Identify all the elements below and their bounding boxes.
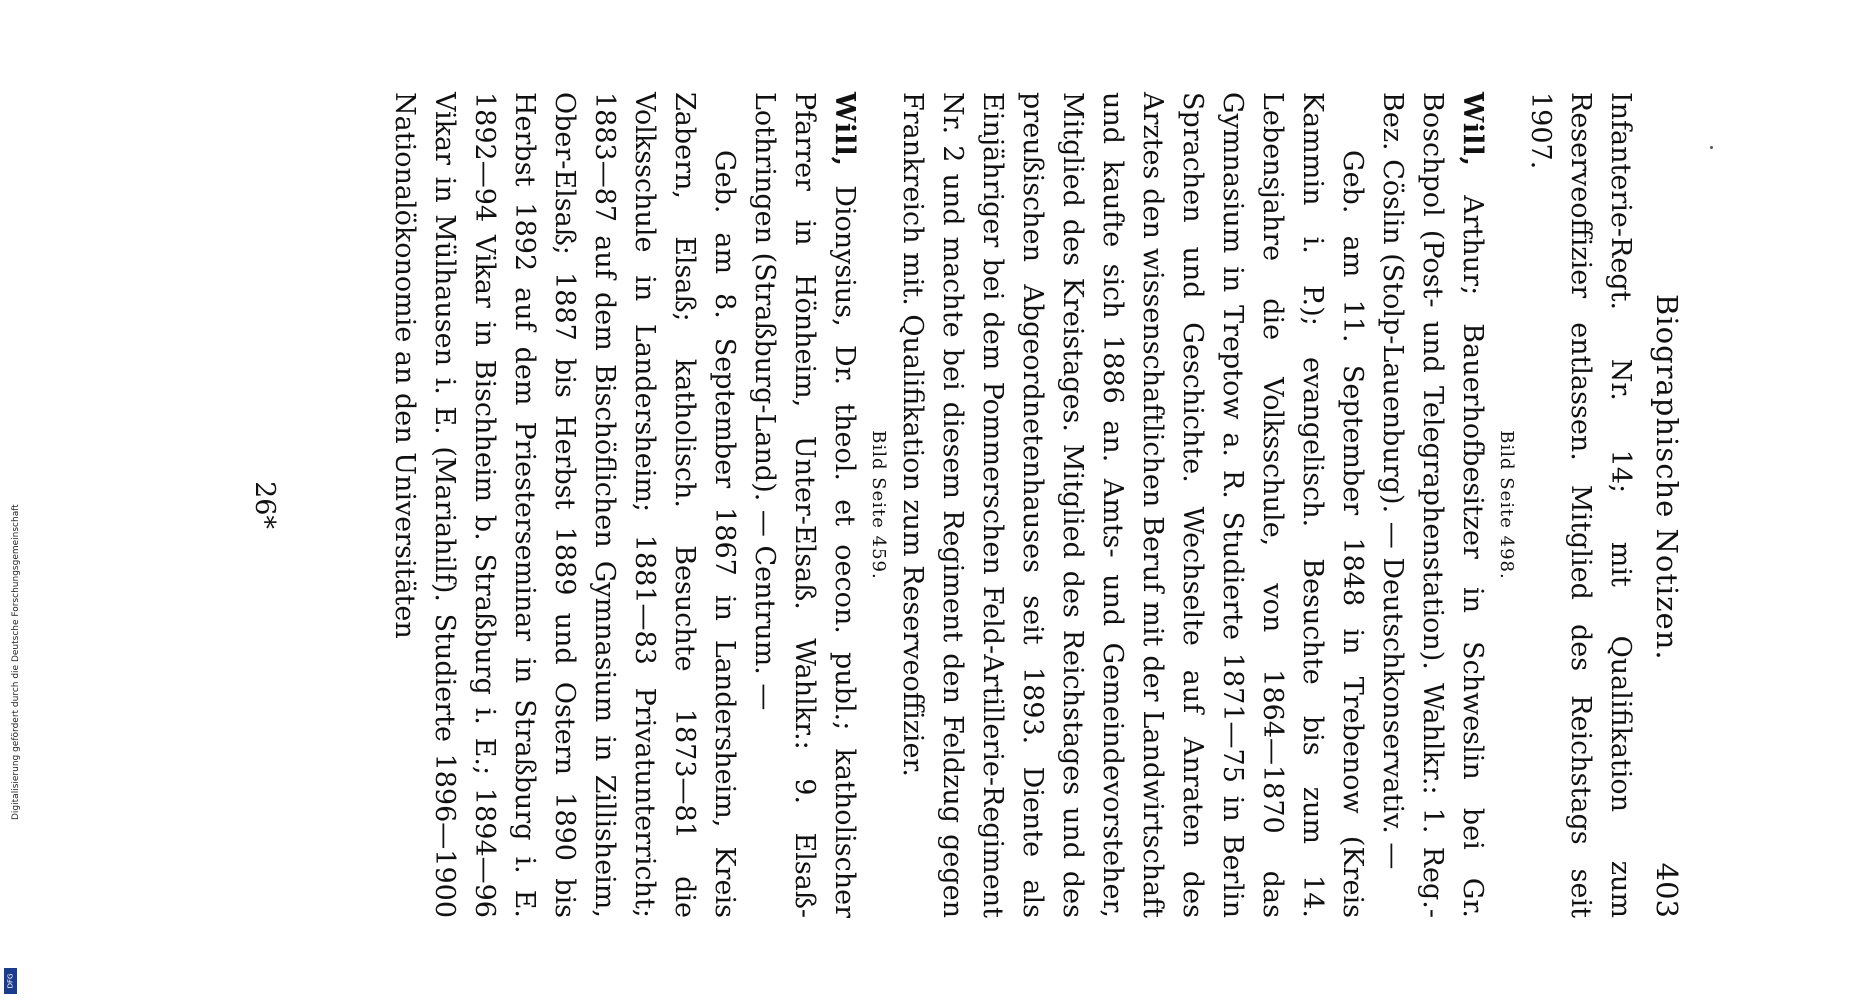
page-number: 403 bbox=[1650, 862, 1684, 919]
page-content bbox=[384, 92, 1640, 918]
entry-surname: Will, bbox=[829, 92, 860, 168]
paragraph-text: Geb. am 8. September 1867 in Landersheim, Kreis Zabern, Elsaß; katholisch. Besuchte 1873—81 die Volksschule in Landersheim; 1881—83 Privatunterricht; 1883—87 auf dem Bischöflichen Gymnasium in Zillisheim, Ober-Elsaß; 1887 bis Herbst 1889 und Ostern 1890 bis Herbst 1892 auf dem Priesterseminar in Straßburg i. E. 1892—94 Vikar in Bischheim b. Straßburg i. E.; 1894—96 Vikar in Mülhausen i. E. (Mariahilf). Studierte 1896—1900 Nationalökonomie an den Universitäten bbox=[389, 92, 740, 918]
page-header bbox=[1640, 92, 1684, 918]
entry-will-dionysius bbox=[744, 92, 864, 918]
paragraph-text: Infanterie-Regt. Nr. 14; mit Qualifikation zum Reserveoffizier entlassen. Mitglied des Reichstags seit 1907. bbox=[1525, 92, 1636, 918]
paragraph-1 bbox=[1520, 92, 1640, 918]
printer-signature: 26* bbox=[249, 481, 280, 529]
dfg-logo bbox=[4, 968, 17, 994]
dfg-logo-text: DFG bbox=[6, 973, 15, 989]
credit-text: Digitalisierung gefördert durch die Deutsche Forschungsgemeinschaft bbox=[11, 504, 21, 820]
biography-will-arthur bbox=[892, 92, 1372, 918]
entry-surname: Will, bbox=[1457, 92, 1488, 168]
paragraph-text: Geb. am 11. September 1848 in Trebenow (Kreis Kammin i. P.); evangelisch. Besuchte bis zum 14. Lebensjahre die Volksschule, von 1864—1870 das Gymnasium in Treptow a. R. Studierte 1871—75 in Berlin Sprachen und Geschichte. Wechselte auf Anraten des Arztes den wissenschaftlichen Beruf mit der Landwirtschaft und kaufte sich 1886 an. Amts- und Gemeindevorsteher, Mitglied des Kreistages. Mitglied des Reichstages und des preußischen Abgeordnetenhauses seit 1893. Diente als Einjähriger bei dem Pommerschen Feld-Artillerie-Regiment Nr. 2 und machte bei diesem Regiment den Feldzug gegen Frankreich mit. Qualifikation zum Reserveoffizier. bbox=[897, 92, 1368, 918]
entry-will-arthur bbox=[1372, 92, 1492, 918]
digitization-credit bbox=[0, 0, 22, 1000]
book-page bbox=[237, 80, 1692, 930]
entry-text: Dionysius, Dr. theol. et oecon. publ.; katholischer Pfarrer in Hönheim, Unter-Elsaß. Wahlkr.: 9. Elsaß-Lothringen (Straßburg-Land). — Centrum. — bbox=[749, 92, 860, 918]
scan-speck bbox=[1710, 146, 1713, 149]
image-reference: Bild Seite 459. bbox=[868, 430, 889, 580]
image-reference: Bild Seite 498. bbox=[1496, 430, 1517, 580]
entry-text: Arthur; Bauerhofbesitzer in Schweslin bei Gr. Boschpol (Post- und Telegraphenstation). Wahlkr.: 1. Reg.-Bez. Cöslin (Stolp-Lauenburg). — Deutschkonservativ. — bbox=[1377, 92, 1488, 918]
biography-will-dionysius bbox=[384, 92, 744, 918]
running-head: Biographische Notizen. bbox=[1650, 294, 1684, 661]
